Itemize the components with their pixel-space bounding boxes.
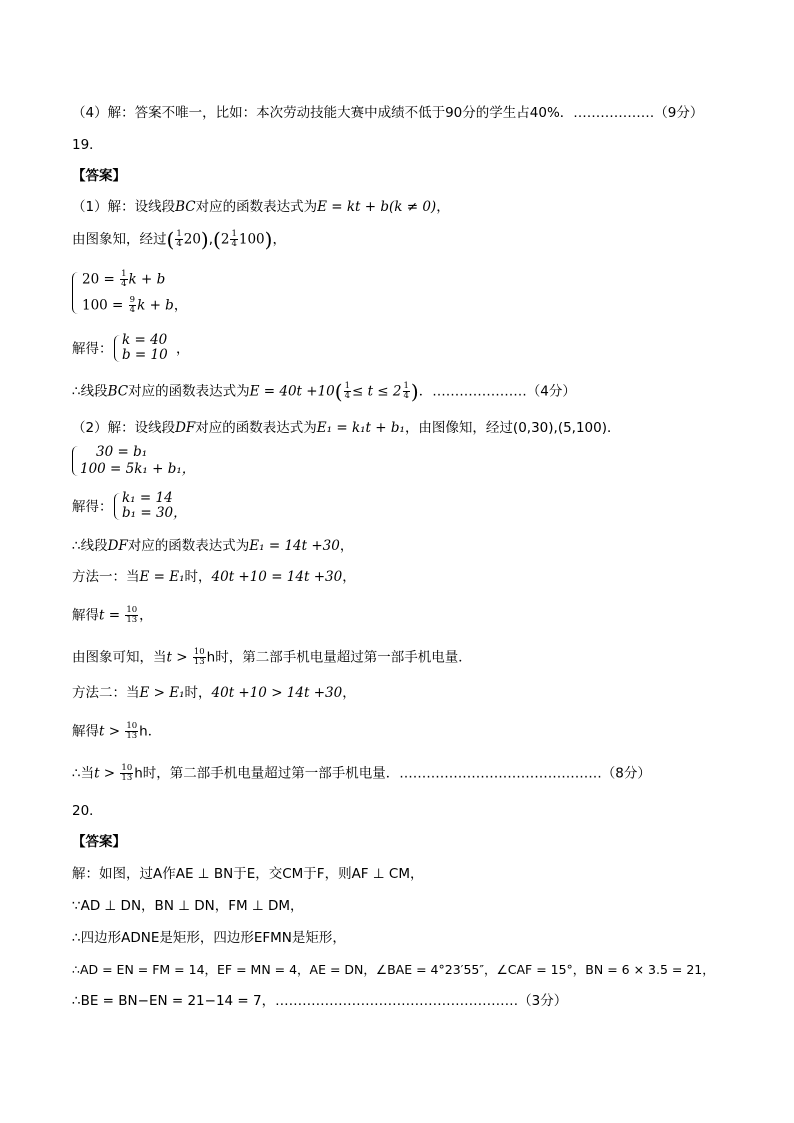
numerator: 10 [126, 605, 138, 615]
condition: E > E₁ [139, 685, 185, 701]
equation [82, 270, 165, 289]
text-part: ∴线段 [72, 383, 108, 400]
text-part: ，由图像知，经过(0,30),(5,100)． [404, 420, 621, 436]
solution-system-2 [114, 490, 234, 524]
text-part: ， [272, 231, 286, 248]
q20-step-5: ∴BE = BN−EN = 21−14 = 7，………………………………………………（3分） [72, 993, 568, 1009]
text-part: 对应的函数表达式为 [127, 538, 250, 554]
solve-label-2: 解得： [72, 499, 113, 515]
numerator: 1 [403, 381, 409, 391]
text-part: ， [342, 685, 356, 701]
fraction [344, 382, 351, 401]
eq-right: k + b [128, 271, 166, 288]
question-number-20: 20． [72, 803, 103, 819]
brace [114, 493, 121, 520]
equation: 30 = b₁ [96, 444, 148, 460]
equation-system-2 [72, 443, 272, 479]
denominator: 4 [403, 391, 409, 401]
function-expression: E = 40t +10 [249, 383, 335, 400]
q20-step-4: ∴AD = EN = FM = 14，EF = MN = 4，AE = DN，∠BAE = 4°23′55″，∠CAF = 15°，BN = 6 × 3.5 = 21， [72, 962, 715, 977]
method-one [72, 568, 356, 586]
function-expression: E₁ = k₁t + b₁ [316, 420, 405, 436]
equation-text: 100 = 5k₁ + b₁ [80, 461, 182, 477]
text-part: 对应的函数表达式为 [128, 383, 250, 400]
equation: 40t +10 = 14t +30 [211, 569, 343, 585]
text-part: h． [139, 723, 162, 740]
mixed-whole: 2 [220, 231, 230, 248]
fraction [230, 230, 237, 249]
solution-text: b₁ = 30 [122, 505, 174, 521]
brace [72, 272, 79, 314]
segment-name: BC [107, 383, 129, 400]
bc-function-result: ∴线段BC对应的函数表达式为E = 40t +10( $\frac{1}{4}$ ≤ t ≤ 2 $\frac{1}{4}$ )．…………………（4分） [72, 379, 576, 404]
text-part: 由图象可知，当 [72, 649, 167, 666]
eq-right: k + b [137, 297, 174, 314]
numerator: 1 [176, 229, 182, 239]
text-part: 由图象知，经过 [72, 231, 167, 248]
answer-heading-19: 【答案】 [72, 168, 126, 184]
point-value: 100 [238, 231, 265, 248]
solve-t-2: 解得t > $\frac{10}{13}$ h． [72, 721, 162, 741]
solution-k: k = 40 [122, 332, 168, 348]
fraction [175, 230, 182, 249]
text-part: 对应的函数表达式为 [195, 199, 318, 215]
text-part: ， [342, 569, 356, 585]
part1-setup [72, 198, 450, 216]
solve-t-1: 解得t = $\frac{10}{13}$ ， [72, 605, 153, 625]
graph-conclusion: 由图象可知，当t > $\frac{10}{13}$ h时，第二部手机电量超过第一部手机电量． [72, 647, 472, 667]
numerator: 10 [193, 647, 205, 657]
denominator: 13 [126, 731, 138, 741]
fraction [125, 606, 138, 625]
denominator: 4 [344, 391, 350, 401]
df-function-result [72, 537, 353, 555]
function-expression: E₁ = 14t +30 [249, 538, 340, 554]
text-part: 解得 [72, 723, 99, 740]
equation [80, 460, 195, 478]
text-part: 方法一：当 [72, 569, 140, 585]
text-part: 时， [184, 569, 212, 585]
segment-name: BC [175, 199, 196, 215]
fraction [193, 648, 206, 667]
part2-setup [72, 419, 621, 437]
denominator: 13 [121, 773, 133, 783]
segment-name: DF [175, 420, 196, 436]
brace [114, 335, 121, 362]
numerator: 1 [121, 269, 127, 279]
final-conclusion: ∴当t > $\frac{10}{13}$ h时，第二部手机电量超过第一部手机电量．………………………………………（8分） [72, 763, 651, 783]
text-part: ， [436, 199, 450, 215]
q20-step-1: 解：如图，过A作AE ⊥ BN于E，交CM于F，则AF ⊥ CM， [72, 866, 424, 882]
text-part: ， [173, 297, 188, 314]
q18-part4: （4）解：答案不唯一，比如：本次劳动技能大赛中成绩不低于90分的学生占40%．………………（9分） [72, 105, 704, 121]
equation-system-1 [72, 268, 272, 318]
segment-name: DF [107, 538, 128, 554]
text-part: （2）解：设线段 [72, 420, 176, 436]
fraction [120, 764, 133, 783]
denominator: 4 [176, 239, 182, 249]
solution-system-1 [114, 332, 234, 366]
numerator: 1 [344, 381, 350, 391]
fraction [403, 382, 410, 401]
denominator: 4 [129, 305, 136, 315]
text-part: ， [339, 538, 354, 554]
text-part: ， [173, 505, 187, 521]
text-part: 解得 [72, 607, 99, 624]
denominator: 13 [193, 657, 205, 667]
graph-points-line: 由图象知，经过( $\frac{1}{4}$ 20),(2 $\frac{1}{4}$ 100)， [72, 227, 286, 252]
answer-heading-20: 【答案】 [72, 834, 126, 850]
text-part: 方法二：当 [72, 685, 140, 701]
q20-step-2: ∵AD ⊥ DN，BN ⊥ DN，FM ⊥ DM， [72, 898, 304, 914]
text-part: 对应的函数表达式为 [195, 420, 317, 436]
text-part: ， [181, 461, 196, 477]
equation [82, 296, 187, 315]
numerator: 1 [231, 229, 237, 239]
text-part: ， [139, 607, 153, 624]
denominator: 13 [126, 615, 138, 625]
numerator: 9 [129, 295, 136, 305]
eq-left: 100 = [82, 297, 128, 314]
text-part: ∴当 [72, 765, 95, 782]
solution-b1 [122, 504, 187, 522]
condition: E = E₁ [139, 569, 185, 585]
text-part: ， [176, 341, 190, 357]
function-expression: E = kt + b(k ≠ 0) [317, 199, 437, 215]
numerator: 10 [126, 721, 138, 731]
solution-b: b = 10 [122, 347, 168, 363]
inequality: 40t +10 > 14t +30 [211, 685, 343, 701]
method-two [72, 684, 356, 702]
fraction [120, 270, 127, 289]
text-part: （1）解：设线段 [72, 199, 176, 215]
q20-step-3: ∴四边形ADNE是矩形，四边形EFMN是矩形， [72, 930, 346, 946]
solve-label-1: 解得： [72, 341, 113, 357]
score: ．…………………（4分） [418, 383, 576, 400]
eq-left: 20 = [82, 271, 120, 288]
text-part: 时， [184, 685, 212, 701]
question-number-19: 19． [72, 137, 103, 153]
solution-k1: k₁ = 14 [122, 490, 173, 506]
text-part: h时，第二部手机电量超过第一部手机电量．………………………………………（8分） [134, 765, 651, 782]
denominator: 4 [231, 239, 237, 249]
point-value: 20 [183, 231, 201, 248]
denominator: 4 [121, 279, 127, 289]
numerator: 10 [121, 763, 133, 773]
fraction [125, 722, 138, 741]
domain-condition: ≤ t ≤ 2 [351, 383, 402, 400]
text-part: h时，第二部手机电量超过第一部手机电量． [206, 649, 472, 666]
text-part: ∴线段 [72, 538, 108, 554]
fraction [129, 296, 136, 315]
brace [72, 446, 79, 476]
